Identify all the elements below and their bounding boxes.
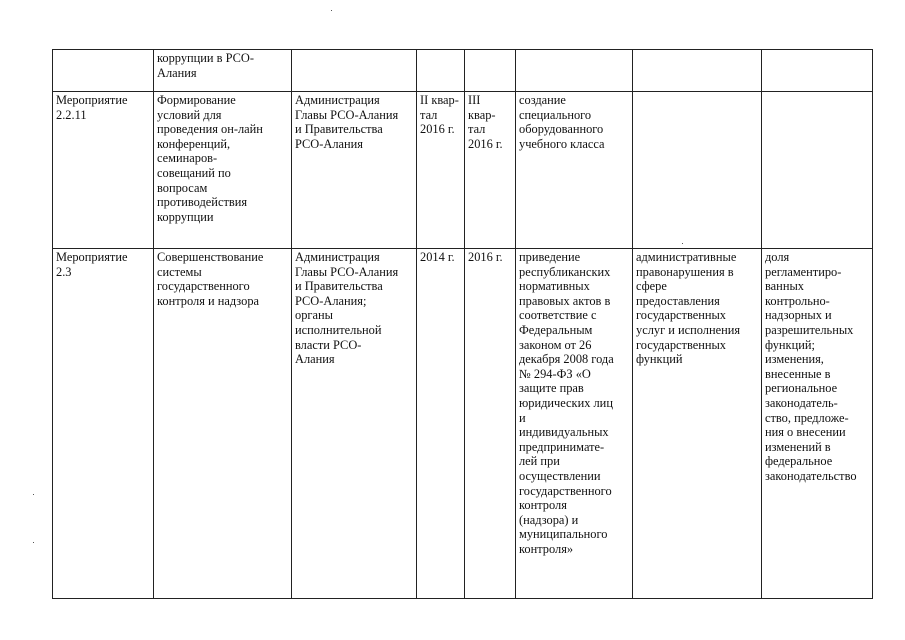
cell-activity-id [53,50,154,92]
scan-speck [33,542,34,543]
cell-consequences: административные правонарушения в сфере предоставления государственных услуг и исполнения государственных функций [633,249,762,599]
table-row [53,249,873,599]
scan-speck [331,10,332,11]
cell-indicators [762,50,873,92]
cell-end-date: 2016 г. [465,249,516,599]
cell-end-date [465,50,516,92]
cell-executor [292,50,417,92]
cell-activity-id: Мероприятие 2.2.11 [53,92,154,249]
cell-expected-result: приведение республиканских нормативных правовых актов в соответствие с Федеральным законом от 26 декабря 2008 года № 294-ФЗ «О защите прав юридических лиц и индивидуальных предпринимате- лей при осуществлении государственного контроля (надзора) и муниципального контроля» [516,249,633,599]
cell-expected-result: создание специального оборудованного учебного класса [516,92,633,249]
cell-consequences [633,92,762,249]
cell-indicators: доля регламентиро- ванных контрольно- надзорных и разрешительных функций; изменения, внесенные в региональное законодатель- ство, предложе- ния о внесении изменений в федеральное законодательство [762,249,873,599]
cell-executor: Администрация Главы РСО-Алания и Правительства РСО-Алания [292,92,417,249]
cell-start-date [417,50,465,92]
cell-expected-result [516,50,633,92]
cell-activity-name: коррупции в РСО- Алания [154,50,292,92]
table-row [53,50,873,92]
cell-consequences [633,50,762,92]
cell-activity-name: Совершенствование системы государственного контроля и надзора [154,249,292,599]
cell-executor: Администрация Главы РСО-Алания и Правительства РСО-Алания; органы исполнительной власти РСО- Алания [292,249,417,599]
scan-speck [33,494,34,495]
cell-activity-id: Мероприятие 2.3 [53,249,154,599]
cell-start-date: 2014 г. [417,249,465,599]
scan-speck [682,243,683,244]
cell-activity-name: Формирование условий для проведения он-лайн конференций, семинаров- совещаний по вопросам противодействия коррупции [154,92,292,249]
cell-indicators [762,92,873,249]
cell-start-date: II квар- тал 2016 г. [417,92,465,249]
table-row [53,92,873,249]
cell-end-date: III квар- тал 2016 г. [465,92,516,249]
program-table [52,49,873,599]
